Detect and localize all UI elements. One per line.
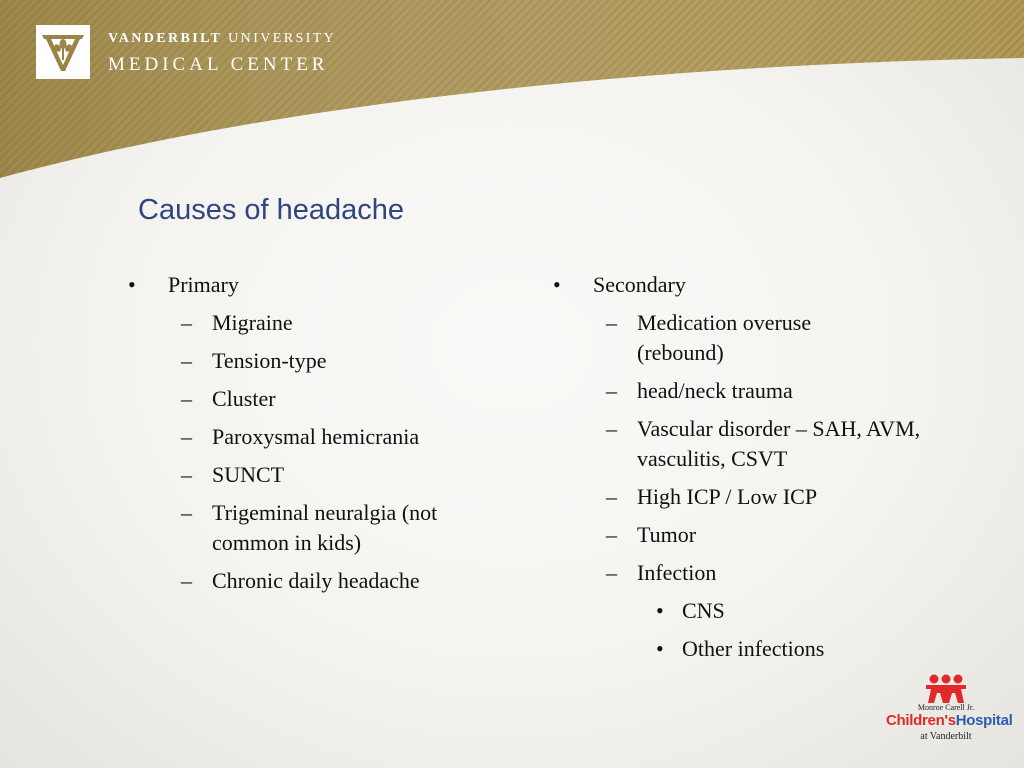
list-item: – SUNCT — [128, 460, 498, 490]
children-figures-icon — [886, 673, 1006, 705]
cch-at-vanderbilt: at Vanderbilt — [920, 731, 972, 742]
list-subitem: • Other infections — [553, 634, 923, 664]
list-item: – Infection — [553, 558, 923, 588]
cch-hospital: Hospital — [955, 712, 1013, 729]
vanderbilt-wordmark — [108, 30, 336, 78]
list-item: – Migraine — [128, 308, 498, 338]
wordmark-university: UNIVERSITY — [228, 31, 337, 46]
primary-column — [128, 270, 498, 604]
wordmark-vanderbilt: VANDERBILT — [108, 31, 223, 46]
vanderbilt-logo — [36, 25, 90, 79]
cch-name — [886, 712, 1013, 729]
cch-monroe-carell: Monroe Carell Jr. — [917, 703, 975, 712]
wordmark-line1 — [108, 30, 336, 48]
childrens-hospital-logo — [886, 673, 1013, 749]
list-item: – Trigeminal neuralgia (not common in kids) — [128, 498, 502, 558]
list-item: – Tension-type — [128, 346, 498, 376]
secondary-heading: • Secondary — [553, 270, 923, 300]
list-item: – High ICP / Low ICP — [553, 482, 923, 512]
vanderbilt-v-oak-leaf-icon — [36, 25, 90, 79]
list-item: – Cluster — [128, 384, 498, 414]
list-subitem: • CNS — [553, 596, 923, 626]
list-item: – head/neck trauma — [553, 376, 923, 406]
primary-heading: • Primary — [128, 270, 498, 300]
list-item: – Tumor — [553, 520, 923, 550]
list-item: – Chronic daily headache — [128, 566, 498, 596]
list-item: – Vascular disorder – SAH, AVM, vasculitis, CSVT — [553, 414, 922, 474]
list-item: – Medication overuse (rebound) — [553, 308, 867, 368]
cch-childrens: Children's — [886, 712, 956, 729]
secondary-column — [553, 270, 923, 672]
wordmark-medical-center: MEDICAL CENTER — [108, 54, 329, 75]
list-item: – Paroxysmal hemicrania — [128, 422, 498, 452]
header-band — [0, 0, 1024, 190]
slide-title: Causes of headache — [138, 194, 405, 226]
